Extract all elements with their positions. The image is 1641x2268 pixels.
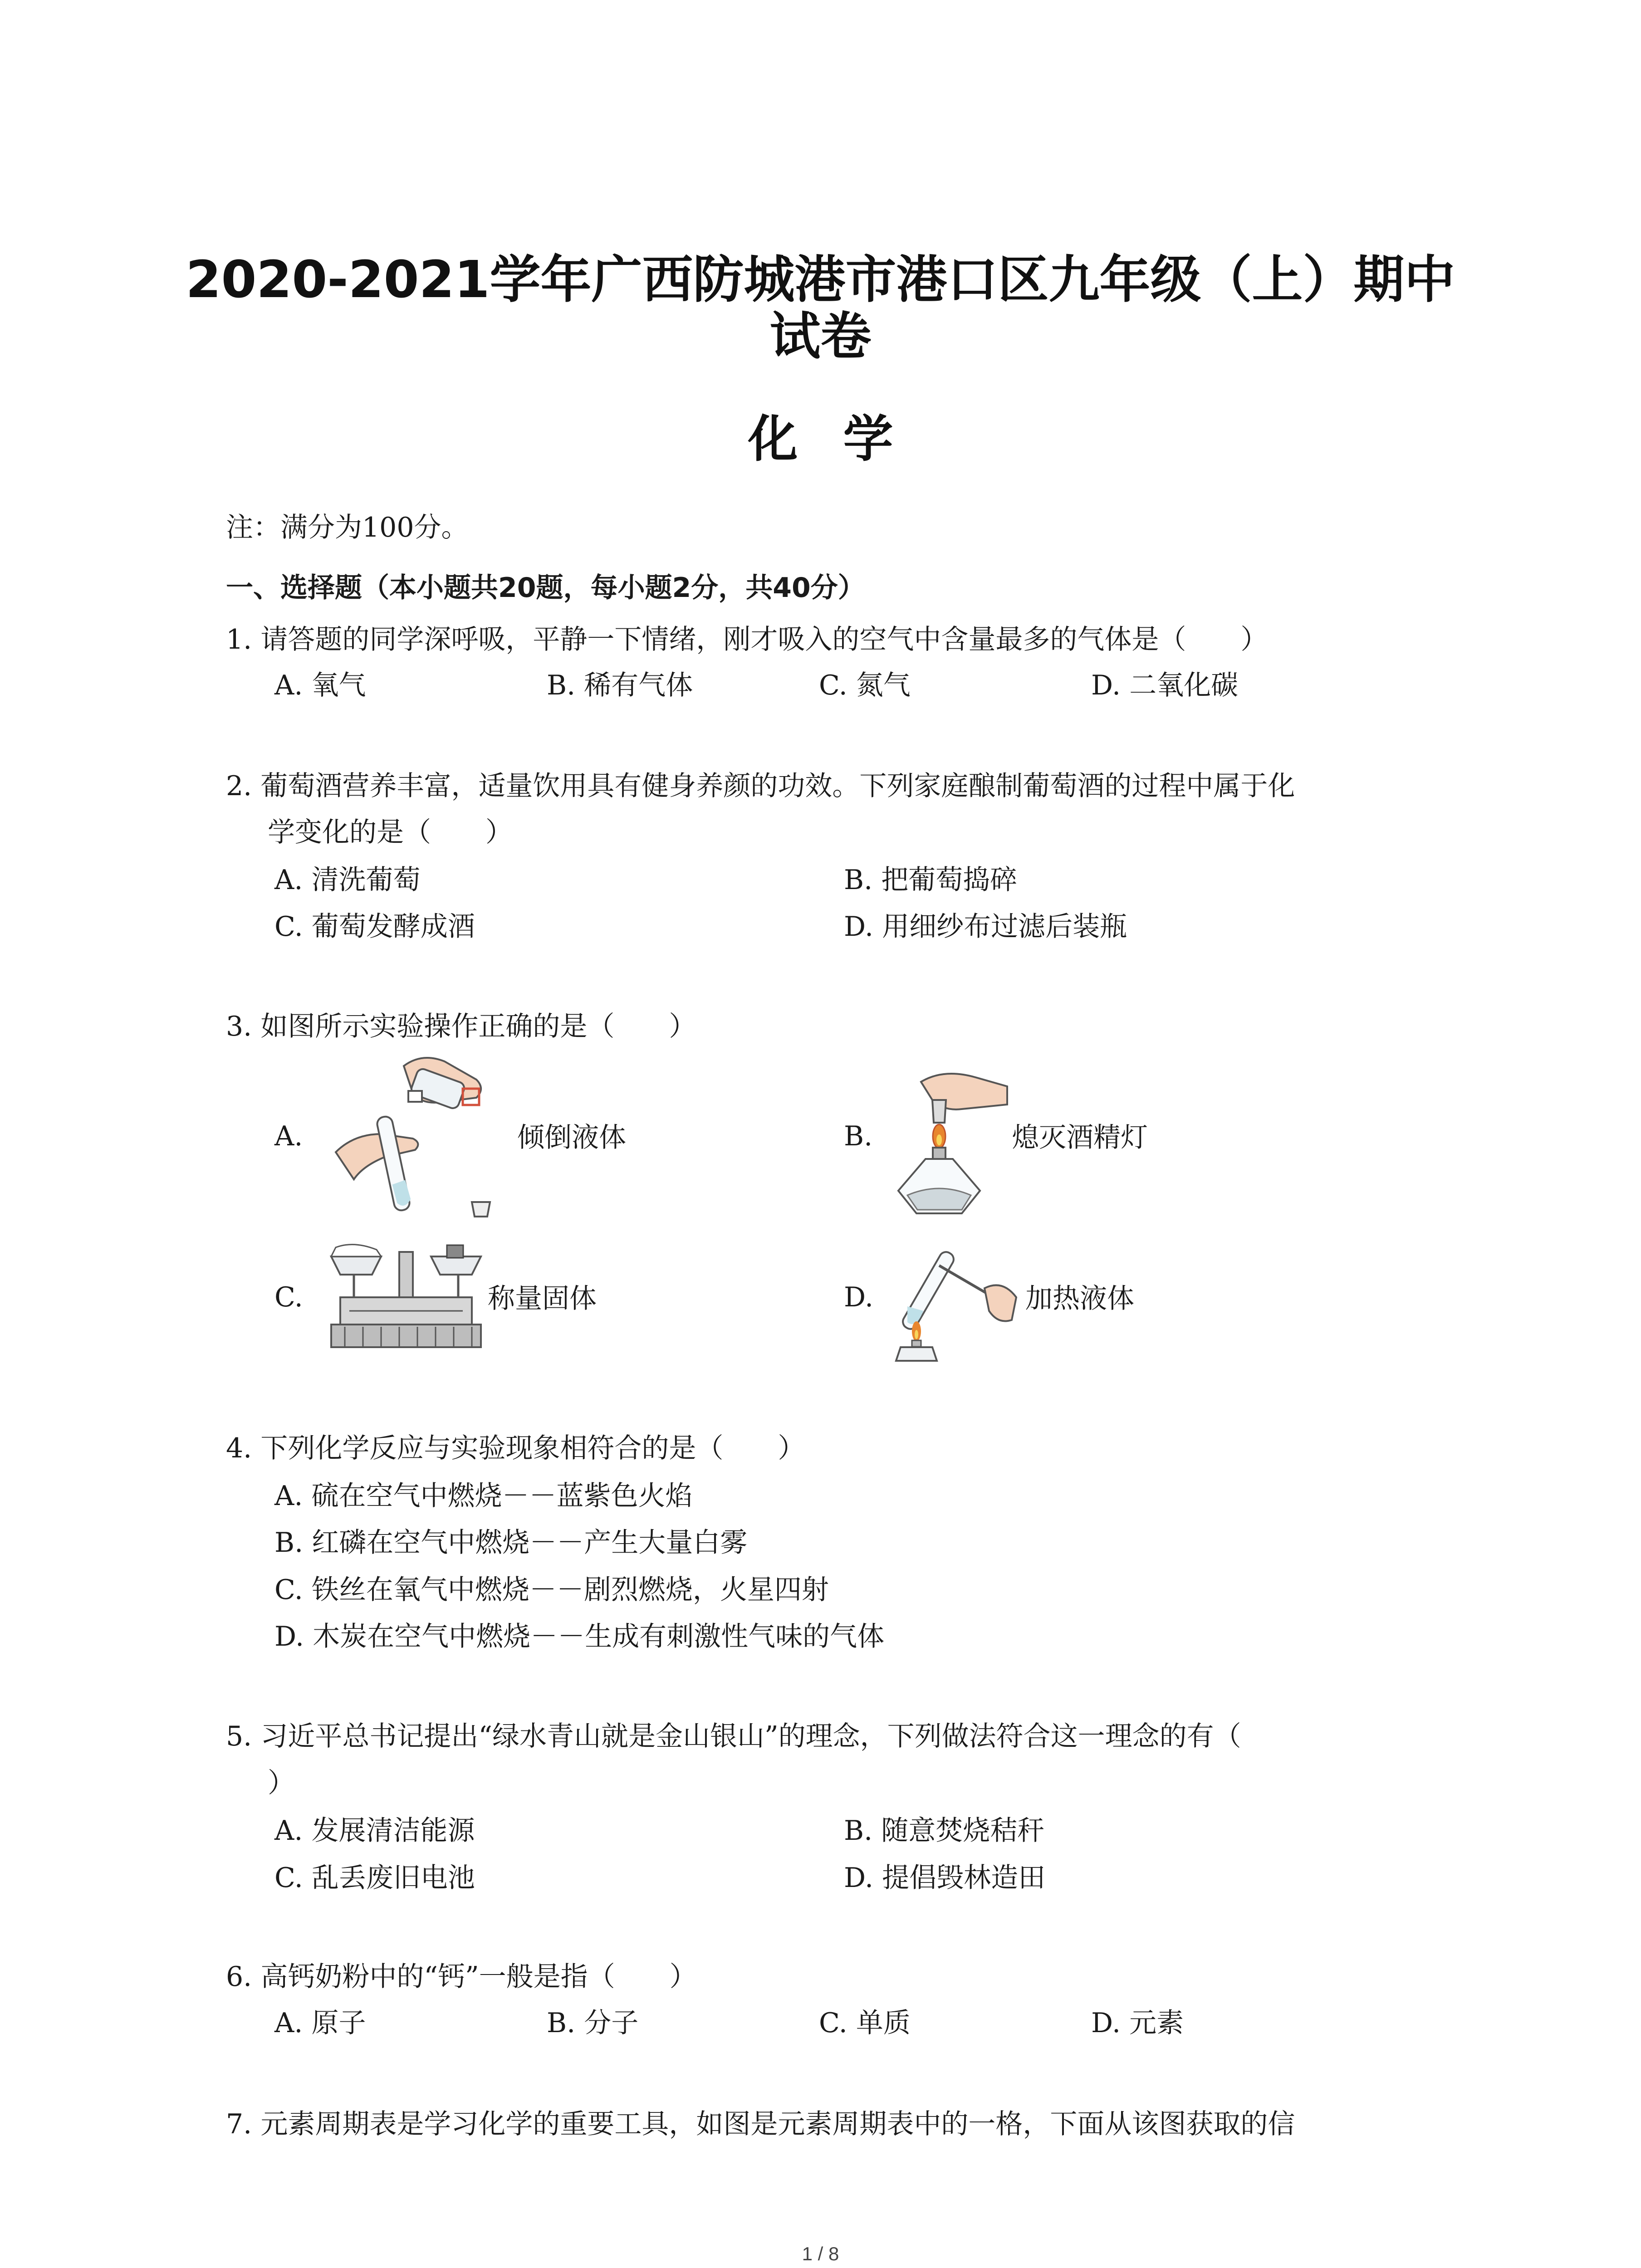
- question-6-option-a: A. 原子: [274, 2007, 366, 2039]
- question-5-option-c: C. 乱丢废旧电池: [274, 1862, 475, 1894]
- question-2-stem-line1: 2. 葡萄酒营养丰富，适量饮用具有健身养颜的功效。下列家庭酿制葡萄酒的过程中属于化: [226, 770, 1295, 802]
- pouring-liquid-figure: [327, 1048, 508, 1234]
- question-1-stem: 1. 请答题的同学深呼吸，平静一下情绪，刚才吸入的空气中含量最多的气体是（ ）: [226, 624, 1268, 655]
- question-2-stem-line2: 学变化的是（ ）: [268, 816, 513, 848]
- question-4-option-b: B. 红磷在空气中燃烧－－产生大量白雾: [274, 1527, 748, 1559]
- question-1-option-b: B. 稀有气体: [547, 670, 693, 701]
- question-2-option-d: D. 用细纱布过滤后装瓶: [844, 911, 1127, 943]
- question-3-stem: 3. 如图所示实验操作正确的是（ ）: [226, 1011, 696, 1042]
- question-4-option-a: A. 硫在空气中燃烧－－蓝紫色火焰: [274, 1480, 693, 1512]
- question-7-stem: 7. 元素周期表是学习化学的重要工具，如图是元素周期表中的一格，下面从该图获取的信: [226, 2108, 1295, 2140]
- question-5-option-b: B. 随意焚烧秸秆: [844, 1815, 1045, 1847]
- question-5-stem-line2: ）: [268, 1767, 295, 1799]
- balance-scale-figure: [327, 1243, 485, 1354]
- question-3-option-b-letter: B.: [844, 1120, 873, 1152]
- question-2-option-b: B. 把葡萄捣碎: [844, 864, 1018, 896]
- question-3-option-b-caption: 熄灭酒精灯: [1012, 1122, 1148, 1154]
- question-3-option-c-caption: 称量固体: [488, 1283, 597, 1315]
- question-4-option-d: D. 木炭在空气中燃烧－－生成有刺激性气味的气体: [274, 1621, 885, 1652]
- question-3-option-d-letter: D.: [844, 1281, 874, 1313]
- question-3-option-a-letter: A.: [274, 1120, 303, 1152]
- question-6-option-b: B. 分子: [547, 2007, 639, 2039]
- subject-title: 化学: [748, 410, 939, 468]
- section-heading: 一、选择题（本小题共20题，每小题2分，共40分）: [226, 572, 865, 604]
- exam-title-line2: 试卷: [769, 307, 872, 366]
- question-3-option-a-caption: 倾倒液体: [517, 1122, 626, 1154]
- exam-title-line1: 2020-2021学年广西防城港市港口区九年级（上）期中: [186, 250, 1455, 309]
- question-6-option-d: D. 元素: [1091, 2007, 1184, 2039]
- question-4-option-c: C. 铁丝在氧气中燃烧－－剧烈燃烧，火星四射: [274, 1574, 829, 1606]
- score-note: 注：满分为100分。: [226, 512, 469, 543]
- question-1-option-a: A. 氧气: [274, 670, 366, 701]
- question-5-option-a: A. 发展清洁能源: [274, 1815, 475, 1847]
- question-3-option-d-caption: 加热液体: [1025, 1283, 1134, 1315]
- question-2-option-a: A. 清洗葡萄: [274, 864, 421, 896]
- question-1-option-c: C. 氮气: [819, 670, 911, 701]
- question-4-stem: 4. 下列化学反应与实验现象相符合的是（ ）: [226, 1432, 805, 1464]
- question-6-stem: 6. 高钙奶粉中的“钙”一般是指（ ）: [226, 1961, 697, 1993]
- question-3-option-c-letter: C.: [274, 1281, 303, 1313]
- question-6-option-c: C. 单质: [819, 2007, 911, 2039]
- heating-test-tube-figure: [889, 1238, 1021, 1365]
- page-number: 1 / 8: [802, 2243, 839, 2264]
- question-2-option-c: C. 葡萄发酵成酒: [274, 911, 475, 943]
- question-1-option-d: D. 二氧化碳: [1091, 670, 1239, 701]
- question-5-option-d: D. 提倡毁林造田: [844, 1862, 1046, 1894]
- question-5-stem-line1: 5. 习近平总书记提出“绿水青山就是金山银山”的理念，下列做法符合这一理念的有（: [226, 1721, 1241, 1752]
- extinguish-alcohol-lamp-figure: [889, 1068, 1016, 1218]
